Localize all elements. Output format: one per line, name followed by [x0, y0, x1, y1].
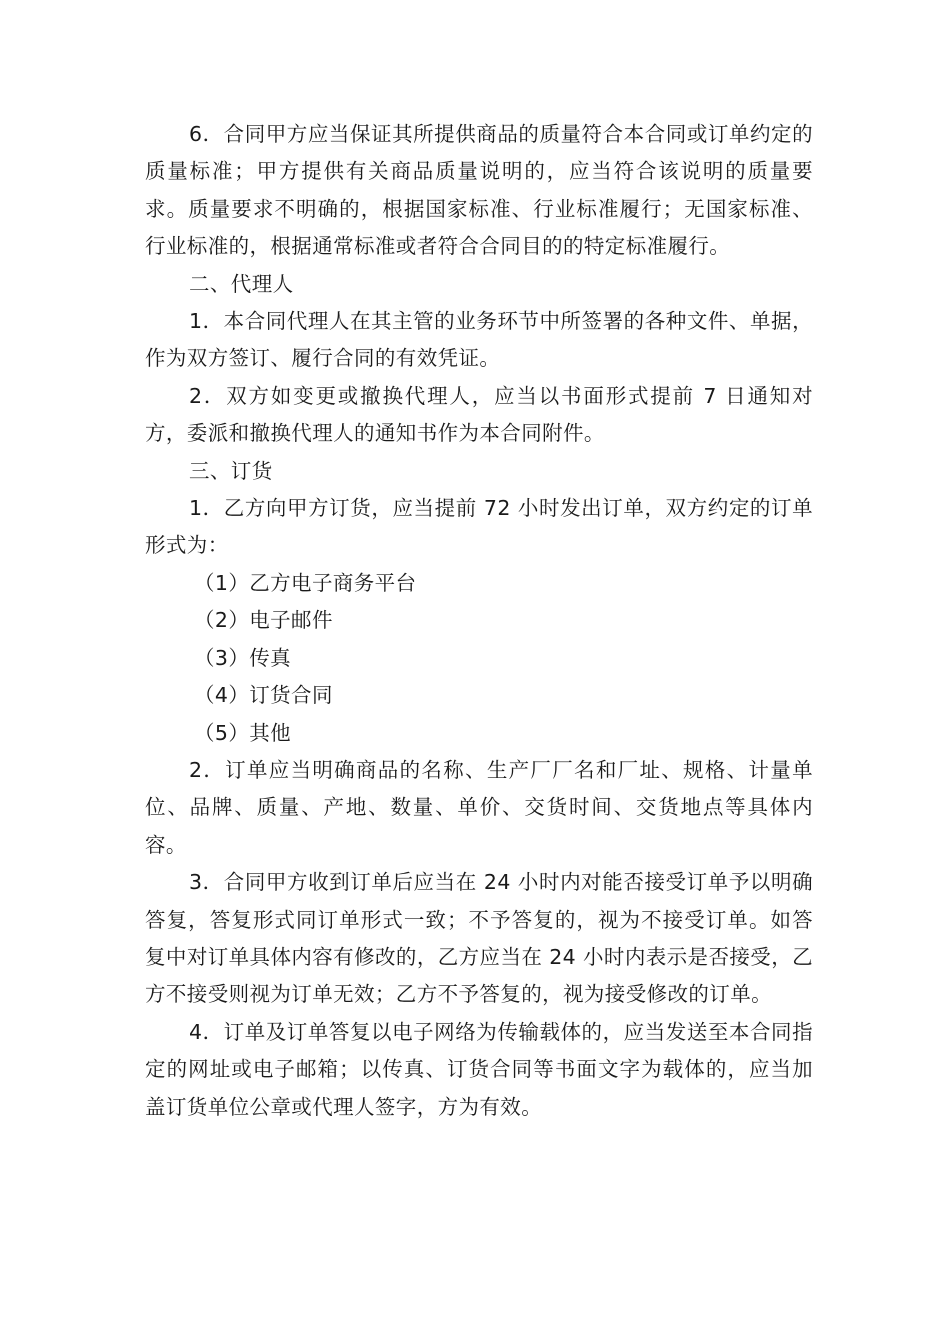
clause-order-2: 2．订单应当明确商品的名称、生产厂厂名和厂址、规格、计量单位、品牌、质量、产地、数量、单价、交货时间、交货地点等具体内容。	[145, 757, 813, 857]
section-heading-ordering: 三、订货	[189, 458, 273, 483]
clause-agent-1: 1．本合同代理人在其主管的业务环节中所签署的各种文件、单据，作为双方签订、履行合同的有效凭证。	[145, 309, 813, 371]
order-form-item-4: （4）订货合同	[194, 683, 333, 708]
clause-6-quality: 6．合同甲方应当保证其所提供商品的质量符合本合同或订单约定的质量标准；甲方提供有关商品质量说明的，应当符合该说明的质量要求。质量要求不明确的，根据国家标准、行业标准履行；无国家标准、行业标准的，根据通常标准或者符合合同目的的特定标准履行。	[145, 122, 813, 259]
order-form-item-2: （2）电子邮件	[194, 608, 333, 633]
order-form-item-3: （3）传真	[194, 645, 292, 670]
document-body	[145, 116, 813, 1126]
clause-order-4: 4．订单及订单答复以电子网络为传输载体的，应当发送至本合同指定的网址或电子邮箱；以传真、订货合同等书面文字为载体的，应当加盖订货单位公章或代理人签字，方为有效。	[145, 1019, 813, 1119]
section-heading-agent: 二、代理人	[189, 271, 294, 296]
order-form-item-5: （5）其他	[194, 720, 292, 745]
clause-order-3: 3．合同甲方收到订单后应当在 24 小时内对能否接受订单予以明确答复，答复形式同订单形式一致；不予答复的，视为不接受订单。如答复中对订单具体内容有修改的，乙方应当在 24 小时内表示是否接受，乙方不接受则视为订单无效；乙方不予答复的，视为接受修改的订单。	[145, 870, 813, 1007]
clause-agent-2: 2．双方如变更或撤换代理人，应当以书面形式提前 7 日通知对方，委派和撤换代理人的通知书作为本合同附件。	[145, 383, 813, 446]
clause-order-1: 1．乙方向甲方订货，应当提前 72 小时发出订单，双方约定的订单形式为：	[145, 496, 813, 558]
order-form-item-1: （1）乙方电子商务平台	[194, 570, 417, 595]
